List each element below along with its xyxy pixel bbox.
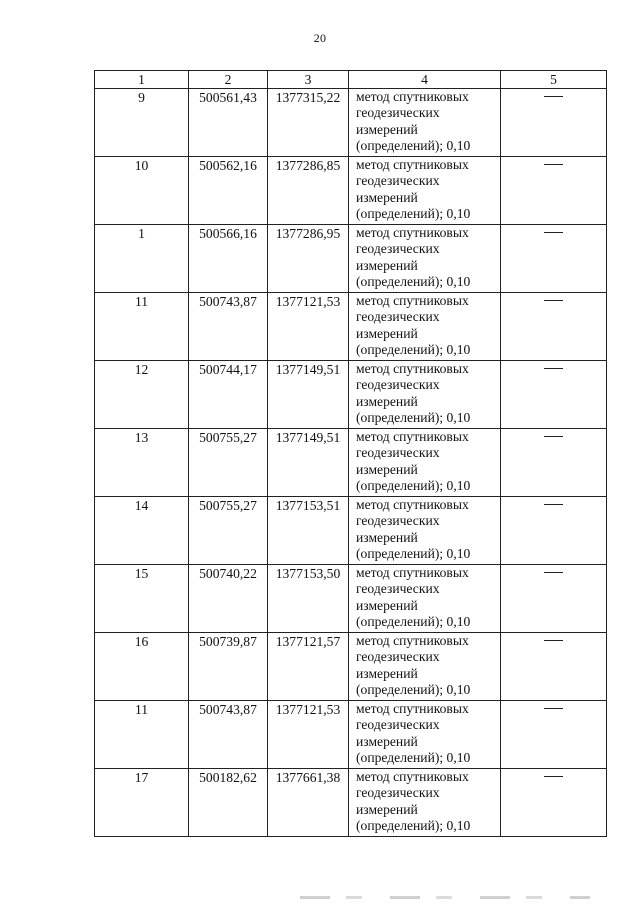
header-col-2: 2 <box>189 71 268 89</box>
method-line: (определений); 0,10 <box>356 682 471 698</box>
method-cell <box>349 633 501 701</box>
note-cell <box>501 429 607 497</box>
method-line: (определений); 0,10 <box>356 750 471 766</box>
coord-y-cell: 1377149,51 <box>268 361 349 429</box>
page-number: 20 <box>313 31 327 45</box>
note-dash <box>544 436 563 437</box>
method-line: измерений <box>356 461 418 477</box>
note-cell <box>501 157 607 225</box>
method-line: измерений <box>356 189 418 205</box>
method-line: измерений <box>356 733 418 749</box>
method-line: измерений <box>356 393 418 409</box>
header-col-3: 3 <box>268 71 349 89</box>
method-line: измерений <box>356 257 418 273</box>
coord-x-cell: 500740,22 <box>189 565 268 633</box>
method-line: измерений <box>356 325 418 341</box>
method-line: геодезических <box>356 445 440 461</box>
method-line: метод спутниковых <box>356 429 469 444</box>
coord-y-cell: 1377661,38 <box>268 769 349 837</box>
method-line: геодезических <box>356 717 440 733</box>
coord-y-cell: 1377149,51 <box>268 429 349 497</box>
method-line: метод спутниковых <box>356 565 469 580</box>
method-line: метод спутниковых <box>356 633 469 648</box>
point-number-cell: 16 <box>95 633 189 701</box>
table-row <box>95 497 607 565</box>
method-line: (определений); 0,10 <box>356 818 471 834</box>
note-dash <box>544 300 563 301</box>
method-line: геодезических <box>356 309 440 325</box>
point-number-cell: 9 <box>95 89 189 157</box>
coord-y-cell: 1377121,53 <box>268 293 349 361</box>
method-cell <box>349 701 501 769</box>
method-cell <box>349 157 501 225</box>
note-cell <box>501 565 607 633</box>
table-row <box>95 361 607 429</box>
coord-x-cell: 500744,17 <box>189 361 268 429</box>
point-number-cell: 17 <box>95 769 189 837</box>
method-cell <box>349 497 501 565</box>
coord-x-cell: 500743,87 <box>189 701 268 769</box>
method-line: геодезических <box>356 173 440 189</box>
method-line: измерений <box>356 665 418 681</box>
table-body <box>95 89 607 837</box>
table-row <box>95 429 607 497</box>
method-cell <box>349 565 501 633</box>
coordinates-table <box>94 70 607 837</box>
method-cell <box>349 225 501 293</box>
note-cell <box>501 701 607 769</box>
coord-y-cell: 1377121,53 <box>268 701 349 769</box>
table-row <box>95 293 607 361</box>
point-number-cell: 13 <box>95 429 189 497</box>
method-line: измерений <box>356 801 418 817</box>
note-dash <box>544 572 563 573</box>
method-line: (определений); 0,10 <box>356 410 471 426</box>
point-number-cell: 11 <box>95 701 189 769</box>
coord-x-cell: 500755,27 <box>189 429 268 497</box>
table-row <box>95 769 607 837</box>
method-line: (определений); 0,10 <box>356 614 471 630</box>
method-line: измерений <box>356 597 418 613</box>
coord-y-cell: 1377121,57 <box>268 633 349 701</box>
table-row <box>95 633 607 701</box>
note-dash <box>544 640 563 641</box>
note-dash <box>544 96 563 97</box>
method-line: метод спутниковых <box>356 701 469 716</box>
coord-y-cell: 1377153,50 <box>268 565 349 633</box>
table-header <box>95 71 607 89</box>
method-line: метод спутниковых <box>356 89 469 104</box>
point-number-cell: 10 <box>95 157 189 225</box>
header-col-4: 4 <box>349 71 501 89</box>
method-line: геодезических <box>356 105 440 121</box>
method-line: метод спутниковых <box>356 769 469 784</box>
header-row <box>95 71 607 89</box>
method-line: геодезических <box>356 241 440 257</box>
point-number-cell: 11 <box>95 293 189 361</box>
method-cell <box>349 293 501 361</box>
method-line: измерений <box>356 121 418 137</box>
method-line: (определений); 0,10 <box>356 342 471 358</box>
note-cell <box>501 769 607 837</box>
point-number-cell: 12 <box>95 361 189 429</box>
method-cell <box>349 89 501 157</box>
method-line: геодезических <box>356 785 440 801</box>
method-cell <box>349 361 501 429</box>
scan-artifact <box>300 896 590 899</box>
coord-x-cell: 500182,62 <box>189 769 268 837</box>
coord-y-cell: 1377286,85 <box>268 157 349 225</box>
method-line: измерений <box>356 529 418 545</box>
method-line: метод спутниковых <box>356 157 469 172</box>
coord-y-cell: 1377286,95 <box>268 225 349 293</box>
method-line: (определений); 0,10 <box>356 546 471 562</box>
coord-x-cell: 500743,87 <box>189 293 268 361</box>
method-cell <box>349 429 501 497</box>
coord-x-cell: 500561,43 <box>189 89 268 157</box>
method-line: (определений); 0,10 <box>356 478 471 494</box>
note-cell <box>501 293 607 361</box>
method-line: метод спутниковых <box>356 361 469 376</box>
note-cell <box>501 89 607 157</box>
method-line: метод спутниковых <box>356 293 469 308</box>
method-line: (определений); 0,10 <box>356 138 471 154</box>
point-number-cell: 1 <box>95 225 189 293</box>
method-cell <box>349 769 501 837</box>
note-dash <box>544 708 563 709</box>
table-row <box>95 225 607 293</box>
table-row <box>95 157 607 225</box>
header-col-5: 5 <box>501 71 607 89</box>
header-col-1: 1 <box>95 71 189 89</box>
coord-y-cell: 1377153,51 <box>268 497 349 565</box>
coord-x-cell: 500562,16 <box>189 157 268 225</box>
method-line: (определений); 0,10 <box>356 274 471 290</box>
coord-x-cell: 500566,16 <box>189 225 268 293</box>
table-row <box>95 701 607 769</box>
method-line: геодезических <box>356 581 440 597</box>
table-row <box>95 89 607 157</box>
method-line: геодезических <box>356 649 440 665</box>
point-number-cell: 14 <box>95 497 189 565</box>
method-line: геодезических <box>356 513 440 529</box>
note-dash <box>544 232 563 233</box>
note-cell <box>501 225 607 293</box>
table-row <box>95 565 607 633</box>
note-cell <box>501 361 607 429</box>
note-dash <box>544 368 563 369</box>
coord-x-cell: 500755,27 <box>189 497 268 565</box>
coord-x-cell: 500739,87 <box>189 633 268 701</box>
method-line: (определений); 0,10 <box>356 206 471 222</box>
method-line: метод спутниковых <box>356 225 469 240</box>
method-line: геодезических <box>356 377 440 393</box>
note-dash <box>544 504 563 505</box>
note-dash <box>544 776 563 777</box>
note-dash <box>544 164 563 165</box>
coord-y-cell: 1377315,22 <box>268 89 349 157</box>
point-number-cell: 15 <box>95 565 189 633</box>
note-cell <box>501 633 607 701</box>
method-line: метод спутниковых <box>356 497 469 512</box>
note-cell <box>501 497 607 565</box>
